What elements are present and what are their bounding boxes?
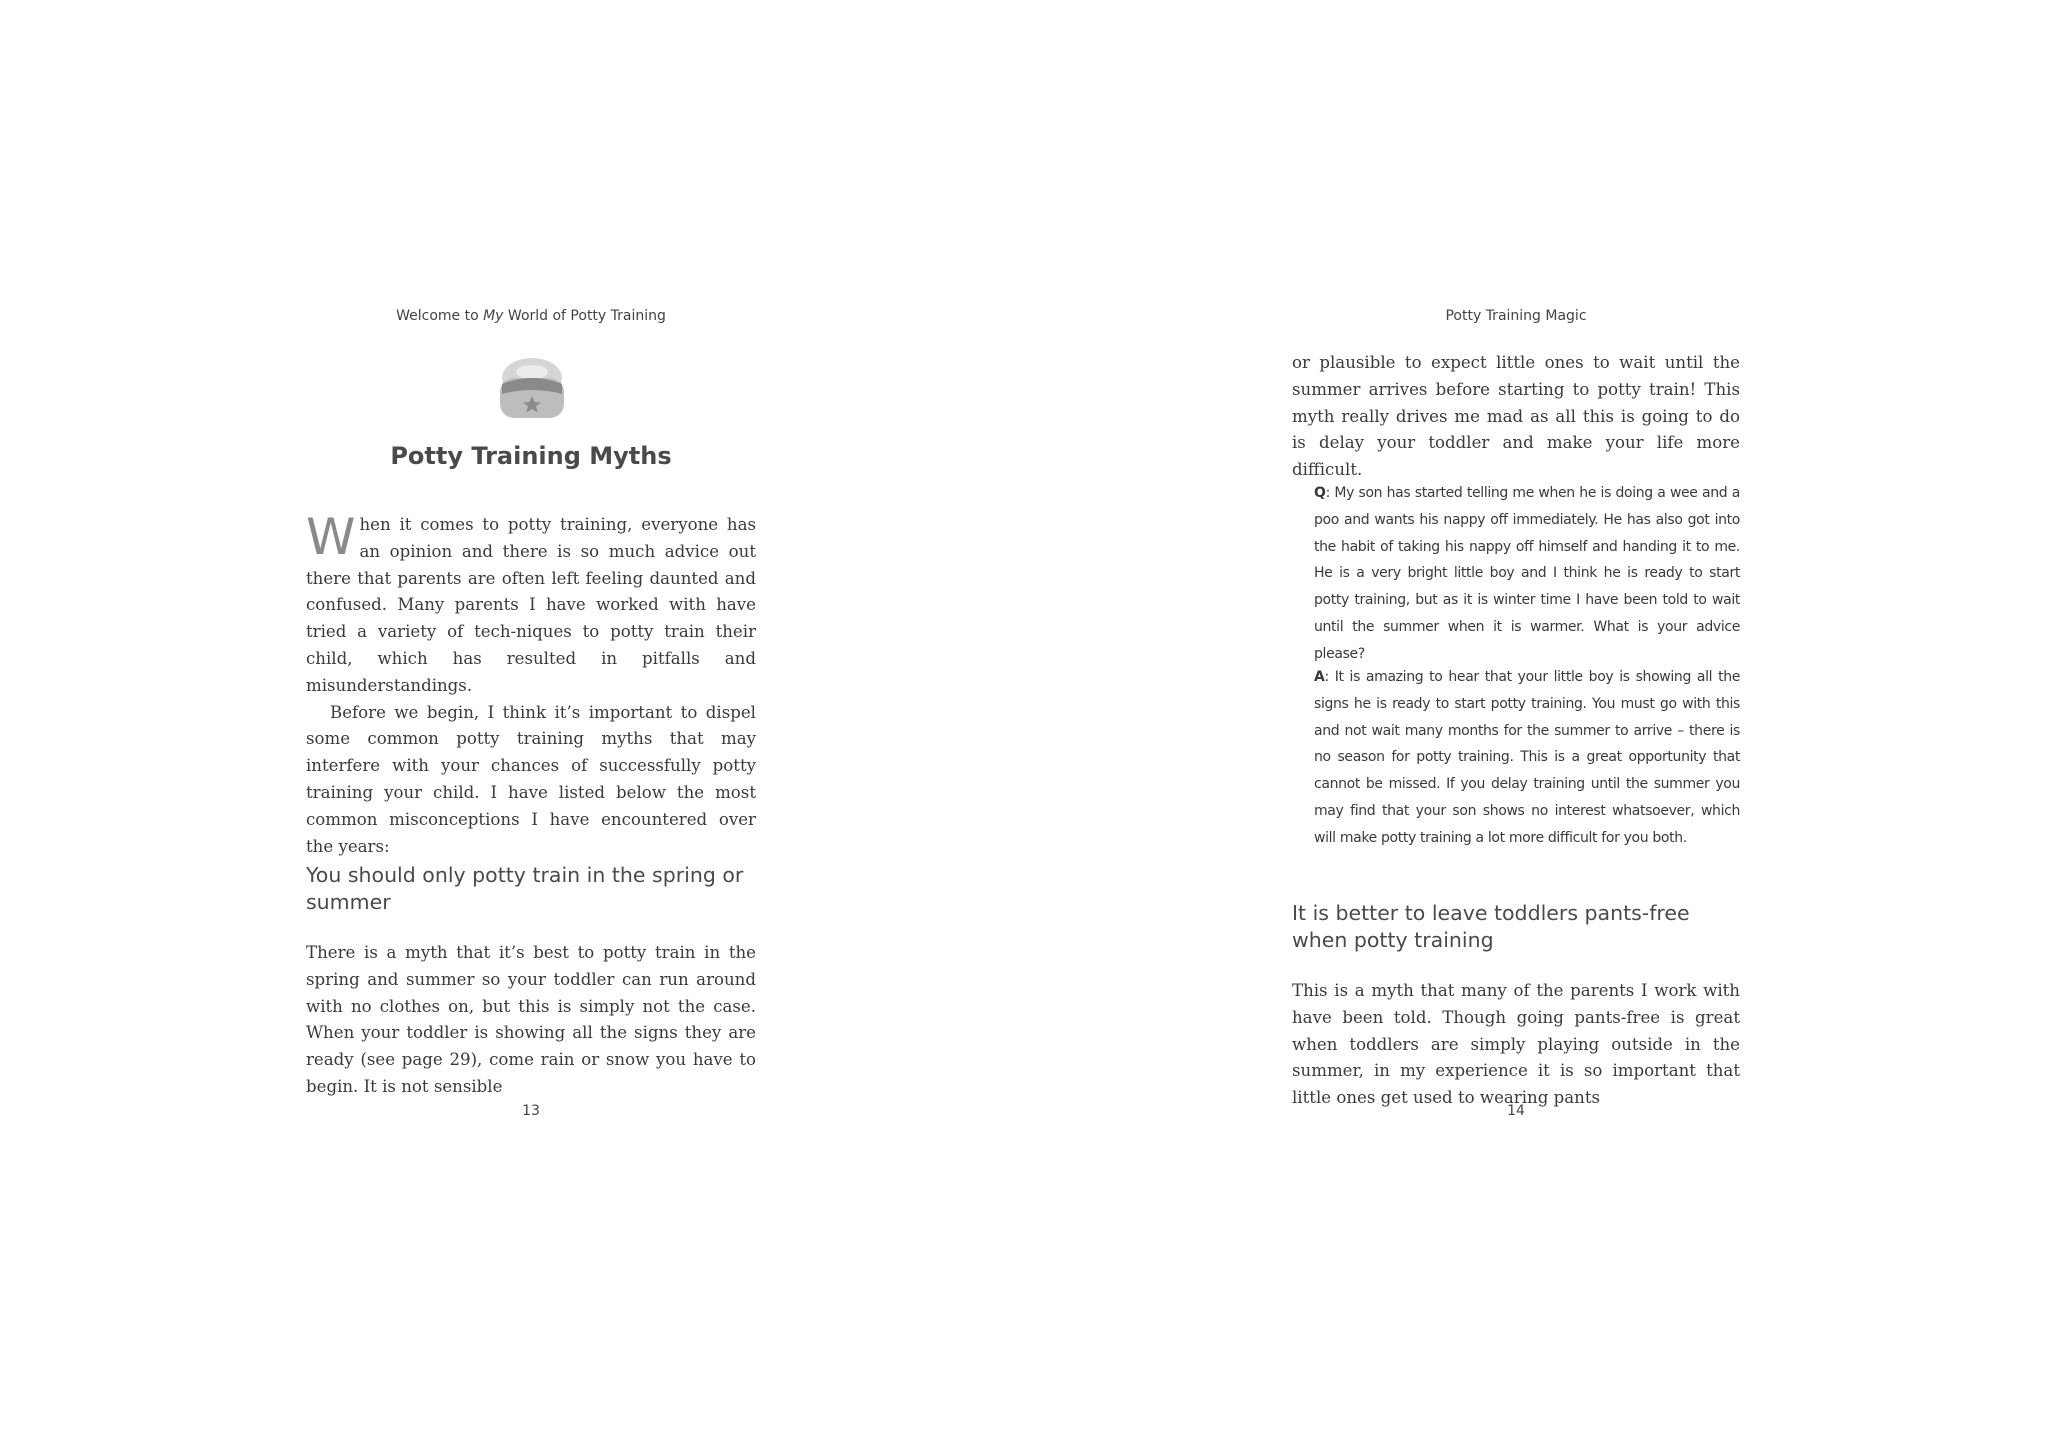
chapter-title: Potty Training Myths — [390, 442, 672, 470]
running-head: Welcome to My World of Potty Training — [396, 308, 666, 324]
intro-paragraph: When it comes to potty training, everyone has an opinion and there is so much advice out there that parents are often left feeling daunted and confused. Many parents I have worked with have tried a variety of tech-niques to potty train their child, which has resulted in pitfalls and misunderstandings. — [306, 508, 756, 695]
right-page — [1292, 0, 1740, 1439]
page-number: 14 — [1507, 1103, 1525, 1119]
section-paragraph: This is a myth that many of the parents I work with have been told. Though going pants-free is great when toddlers are simply playing outside in the summer, in my experience it is so important that little ones get used to wearing pants — [1292, 981, 1740, 1108]
answer-label: A — [1314, 669, 1325, 685]
question-label: Q — [1314, 485, 1326, 501]
question-block: Q: My son has started telling me when he is doing a wee and a poo and wants his nappy off immediately. He has also got into the habit of taking his nappy off himself and handing it to me. He is a very bright little boy and I think he is ready to start potty training, but as it is winter time I have been told to wait until the summer when it is warmer. What is your advice please? — [1314, 485, 1740, 662]
intro-paragraph-2: Before we begin, I think it’s important to dispel some common potty training myths that may interfere with your chances of successfully potty training your child. I have listed below the most common misconceptions I have encountered over the years: — [306, 702, 756, 856]
section-heading: It is better to leave toddlers pants-free when potty training — [1292, 901, 1690, 952]
answer-block: A: It is amazing to hear that your little boy is showing all the signs he is ready to start potty training. You must go with this and not wait many months for the summer to arrive – there is no season for potty training. This is a great opportunity that cannot be missed. If you delay training until the summer you may find that your son shows no interest whatsoever, which will make potty training a lot more difficult for you both. — [1314, 669, 1740, 846]
section-paragraph: There is a myth that it’s best to potty train in the spring and summer so your toddler can run around with no clothes on, but this is simply not the case. When your toddler is showing all the signs they are ready (see page 29), come rain or snow you have to begin. It is not sensible — [306, 943, 756, 1096]
left-page — [306, 0, 756, 1439]
intro-section — [306, 508, 756, 860]
continuation-paragraph: or plausible to expect little ones to wait until the summer arrives before starting to potty train! This myth really drives me mad as all this is going to do is delay your toddler and make your life more difficult. — [1292, 353, 1740, 480]
drop-cap: W — [306, 508, 356, 566]
running-head: Potty Training Magic — [1445, 308, 1587, 324]
section-heading: You should only potty train in the spring or summer — [306, 863, 744, 914]
page-number: 13 — [522, 1103, 540, 1119]
potty-icon — [496, 356, 568, 422]
